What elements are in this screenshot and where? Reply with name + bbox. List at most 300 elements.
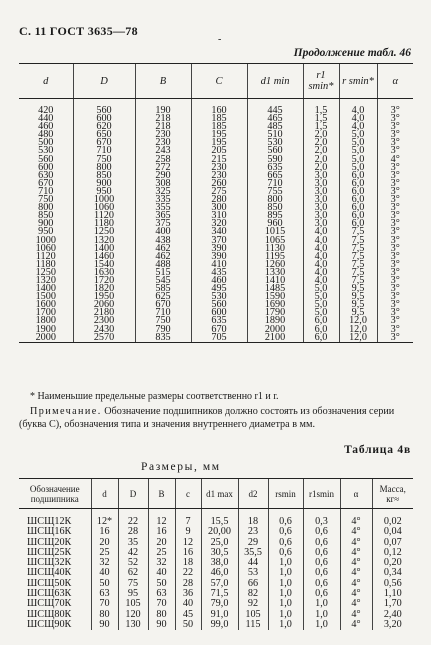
table1-cell: 560 [247, 147, 303, 155]
table1-cell: 195 [191, 139, 247, 147]
table1-cell: 260 [191, 180, 247, 188]
table1-cell: 635 [247, 164, 303, 172]
table2-cell: 115 [238, 620, 268, 630]
table1-cell: 3° [377, 245, 413, 253]
table1-cell: 5,0 [339, 131, 377, 139]
table1-cell: 6,0 [303, 317, 339, 325]
note-paragraph [19, 405, 413, 431]
table1-cell: 2,0 [303, 131, 339, 139]
table1-cell: 2000 [247, 326, 303, 334]
table1-cell: 7,5 [339, 245, 377, 253]
table1-col-header: C [191, 64, 247, 99]
table1-cell: 3,0 [303, 196, 339, 204]
table1-cell: 1950 [73, 293, 135, 301]
footnote: * Наименьшие предельные размеры соответственно r1 и r. [30, 391, 279, 402]
table2-cell: 0,04 [372, 527, 413, 537]
table1-cell: 670 [191, 326, 247, 334]
table2-cell: 0,6 [268, 548, 303, 558]
table2-cell: 4° [340, 517, 372, 527]
table1-cell: 390 [191, 253, 247, 261]
table1-cell: 1000 [73, 196, 135, 204]
table2-cell: 29 [238, 538, 268, 548]
table1-col-header: r smin* [339, 64, 377, 99]
table2-cell: ШСЩ80К [27, 608, 72, 620]
table1-cell: 230 [191, 164, 247, 172]
table2-col-header: rsmin [268, 479, 303, 509]
table2-cell: ШСЩ50К [27, 577, 72, 589]
table1-cell: 300 [191, 204, 247, 212]
table1-cell: 1065 [247, 237, 303, 245]
table1-cell: 205 [191, 147, 247, 155]
table2-cell: 2,40 [372, 610, 413, 620]
table1-cell: 1485 [247, 285, 303, 293]
table2-cell: 0,6 [303, 548, 340, 558]
table1-cell: 835 [135, 334, 191, 343]
table2-cell: 30,5 [201, 548, 238, 558]
table1-cell: 2,0 [303, 147, 339, 155]
table1-cell: 710 [38, 185, 54, 197]
table1-cell: 6,0 [339, 172, 377, 180]
table2-cell: 95 [118, 589, 148, 599]
table1-cell: 3° [377, 188, 413, 196]
table1-cell: 3° [377, 115, 413, 123]
table1-cell: 12,0 [339, 334, 377, 343]
table2-cell: 1,0 [268, 568, 303, 578]
table2-cell: 4° [340, 527, 372, 537]
table1-cell: 1060 [73, 204, 135, 212]
table2-cell: 53 [238, 568, 268, 578]
table1-cell: 1400 [73, 245, 135, 253]
table1-cell: 590 [247, 156, 303, 164]
table1-cell: 560 [73, 107, 135, 115]
table1-cell: 272 [135, 164, 191, 172]
bearing-dimensions-table [19, 63, 413, 343]
table1-cell: 185 [191, 123, 247, 131]
table2-cell: 4° [340, 599, 372, 609]
note-text: Обозначение подшипников должно состоять из обозначения серии (буква С), обозначения типа и значения внутреннего диаметра в мм. [19, 406, 395, 430]
table1-cell: 9,5 [339, 309, 377, 317]
table1-cell: 1410 [247, 277, 303, 285]
table1-cell: 7,5 [339, 253, 377, 261]
table1-cell: 375 [135, 220, 191, 228]
table1-col-header: d [19, 64, 73, 99]
table1-cell: 5,0 [339, 156, 377, 164]
table2-cell: 0,6 [303, 527, 340, 537]
table2-cell: 52 [118, 558, 148, 568]
table2-cell: ШСЩ25К [27, 546, 72, 558]
table2-cell: 32 [148, 558, 175, 568]
table1-cell: 3° [377, 317, 413, 325]
table1-cell: 6,0 [339, 204, 377, 212]
table1-cell: 600 [191, 309, 247, 317]
table1-cell: 6,0 [339, 196, 377, 204]
table2-cell: 1,0 [303, 610, 340, 620]
table2-cell: 15,5 [201, 517, 238, 527]
table1-cell: 1540 [73, 261, 135, 269]
table1-cell: 635 [191, 317, 247, 325]
table2-cell: 28 [118, 527, 148, 537]
table1-cell: 960 [247, 220, 303, 228]
table1-cell: 435 [191, 269, 247, 277]
table1-cell: 1320 [35, 274, 56, 286]
table1-cell: 800 [73, 164, 135, 172]
table1-cell: 2300 [73, 317, 135, 325]
table1-cell: 290 [135, 172, 191, 180]
table2-cell: 1,0 [303, 620, 340, 630]
table2-cell: 105 [118, 599, 148, 609]
table1-cell: 4,0 [339, 115, 377, 123]
table2-cell: 40 [175, 599, 201, 609]
table1-cell: 3,0 [303, 188, 339, 196]
table2-cell: 70 [91, 599, 118, 609]
table2-cell: ШСЩ32К [27, 557, 72, 569]
table2-cell: 0,34 [372, 568, 413, 578]
table1-cell: 355 [135, 204, 191, 212]
table1-cell: 3° [377, 301, 413, 309]
table2-cell: 12* [91, 517, 118, 527]
table1-cell: 670 [73, 139, 135, 147]
table2-cell: 82 [238, 589, 268, 599]
table1-cell: 3° [377, 334, 413, 343]
table1-cell: 1060 [35, 242, 56, 254]
table1-cell: 275 [191, 188, 247, 196]
table1-cell: 2570 [73, 334, 135, 343]
table2-header-row [19, 479, 413, 509]
table1-cell: 510 [247, 131, 303, 139]
table2-cell: 4° [340, 538, 372, 548]
table2-cell: ШСЩ20К [27, 536, 72, 548]
table1-cell: 1500 [35, 291, 56, 303]
table1-cell: 3° [377, 261, 413, 269]
table1-cell: 1250 [35, 266, 56, 278]
table2-cell: 9 [175, 527, 201, 537]
table2-cell: 36 [175, 589, 201, 599]
table1-cell: 6,0 [339, 180, 377, 188]
table1-cell: 850 [38, 210, 54, 222]
table2-cell: 23 [238, 527, 268, 537]
table1-cell: 1630 [73, 269, 135, 277]
table1-cell: 243 [135, 147, 191, 155]
table1-cell: 900 [73, 180, 135, 188]
table2-cell: 0,6 [268, 538, 303, 548]
table1-cell: 7,5 [339, 228, 377, 236]
table1-cell: 485 [247, 123, 303, 131]
table1-cell: 495 [191, 285, 247, 293]
table1-cell: 620 [73, 123, 135, 131]
table1-cell: 630 [38, 169, 54, 181]
table1-cell: 1195 [247, 253, 303, 261]
table2-cell: 0,56 [372, 579, 413, 589]
table1-cell: 560 [38, 153, 54, 165]
table1-cell: 5,0 [303, 293, 339, 301]
table2-cell: 0,02 [372, 517, 413, 527]
table1-cell: 665 [247, 172, 303, 180]
table1-cell: 3° [377, 253, 413, 261]
table2-cell: 105 [238, 610, 268, 620]
table1-cell: 560 [191, 301, 247, 309]
table2-cell: 75 [118, 579, 148, 589]
table1-cell: 195 [191, 131, 247, 139]
table1-cell: 4,0 [303, 261, 339, 269]
table2-col-header: d [91, 479, 118, 509]
table1-cell: 1720 [73, 277, 135, 285]
table2-cell: 0,6 [303, 579, 340, 589]
table1-cell: 7,5 [339, 237, 377, 245]
table2-cell: 4° [340, 568, 372, 578]
table2-cell: 4° [340, 558, 372, 568]
table2-cell: 0,12 [372, 548, 413, 558]
table1-col-header: D [73, 64, 135, 99]
table1-cell: 4,0 [303, 228, 339, 236]
table2-cell: 1,0 [268, 610, 303, 620]
table-row [19, 620, 413, 630]
table1-cell: 1,5 [303, 123, 339, 131]
table1-cell: 325 [135, 188, 191, 196]
table1-cell: 7,5 [339, 261, 377, 269]
table1-cell: 750 [38, 194, 54, 206]
table2-cell: 38,0 [201, 558, 238, 568]
table2-cell: 18 [175, 558, 201, 568]
table2-cell: 16 [175, 548, 201, 558]
table1-col-header: B [135, 64, 191, 99]
table2-cell: 1,10 [372, 589, 413, 599]
table1-cell: 6,0 [303, 326, 339, 334]
table2-cell: 25 [148, 548, 175, 558]
table1-cell: 3° [377, 131, 413, 139]
table2-cell: 20,00 [201, 527, 238, 537]
table1-cell: 950 [73, 188, 135, 196]
table2-cell: 40 [148, 568, 175, 578]
table2-cell: 92 [238, 599, 268, 609]
table2-cell: 12 [175, 538, 201, 548]
table1-cell: 2000 [19, 334, 73, 343]
table2-cell: 0,20 [372, 558, 413, 568]
table1-cell: 1460 [73, 253, 135, 261]
note-label: Примечание. [30, 406, 102, 417]
page-header: С. 11 ГОСТ 3635—78 [19, 24, 138, 38]
table1-cell: 1690 [247, 301, 303, 309]
table1-cell: 1700 [35, 307, 56, 319]
table2-cell: ШСЩ63К [27, 588, 72, 600]
table1-cell: 230 [135, 139, 191, 147]
table1-cell: 895 [247, 212, 303, 220]
table1-cell: 2100 [247, 334, 303, 343]
table2-cell: 80 [148, 610, 175, 620]
table1-cell: 3,0 [303, 212, 339, 220]
table2-cell: 20 [91, 538, 118, 548]
table2-cell: 1,0 [268, 620, 303, 630]
table1-cell: 1120 [35, 250, 56, 262]
table2-cell: 45 [175, 610, 201, 620]
table1-cell: 3,0 [303, 180, 339, 188]
table1-cell: 530 [38, 145, 54, 157]
table1-cell: 438 [135, 237, 191, 245]
table1-cell: 5,0 [303, 309, 339, 317]
table1-cell: 625 [135, 293, 191, 301]
table2-col-header: Масса, кг≈ [372, 479, 413, 509]
table1-cell: 3° [377, 309, 413, 317]
table1-cell: 320 [191, 220, 247, 228]
table2-cell: 91,0 [201, 610, 238, 620]
table1-cell: 790 [135, 326, 191, 334]
table2-cell: 62 [118, 568, 148, 578]
table2-cell: 1,0 [268, 599, 303, 609]
table2-cell: 0,6 [268, 527, 303, 537]
table1-cell: 7,5 [339, 277, 377, 285]
table1-col-header: α [377, 64, 413, 99]
table1-cell: 650 [73, 131, 135, 139]
table1-cell: 365 [135, 212, 191, 220]
table2-col-header: Обозначение подшипника [19, 479, 91, 509]
table2-cell: 1,70 [372, 599, 413, 609]
table1-cell: 705 [191, 334, 247, 343]
table1-cell: 585 [135, 285, 191, 293]
table-row [19, 334, 413, 343]
table1-cell: 2060 [73, 301, 135, 309]
table1-cell: 1800 [35, 315, 56, 327]
table1-cell: 1015 [247, 228, 303, 236]
table2-cell: 130 [118, 620, 148, 630]
table1-cell: 3° [377, 220, 413, 228]
table1-cell: 2,0 [303, 164, 339, 172]
table2-cell: 1,0 [268, 589, 303, 599]
table2-cell: 35 [118, 538, 148, 548]
table1-cell: 310 [191, 212, 247, 220]
table1-cell: 1,5 [303, 115, 339, 123]
table1-cell: 1330 [247, 269, 303, 277]
table2-cell: 44 [238, 558, 268, 568]
table2-cell: 20 [148, 538, 175, 548]
table2-col-header: d2 [238, 479, 268, 509]
table1-cell: 410 [191, 261, 247, 269]
table1-cell: 1180 [73, 220, 135, 228]
table1-cell: 440 [38, 113, 54, 125]
table1-cell: 6,0 [339, 188, 377, 196]
table1-cell: 420 [38, 105, 54, 116]
table1-cell: 3° [377, 180, 413, 188]
table1-cell: 3° [377, 196, 413, 204]
table1-cell: 4,0 [303, 253, 339, 261]
table1-cell: 6,0 [339, 220, 377, 228]
table2-cell: 79,0 [201, 599, 238, 609]
table2-cell: 0,07 [372, 538, 413, 548]
table1-cell: 218 [135, 123, 191, 131]
table1-cell: 1180 [35, 258, 56, 270]
table1-cell: 1130 [247, 245, 303, 253]
table1-cell: 160 [191, 107, 247, 115]
table1-cell: 1400 [35, 283, 56, 295]
table1-cell: 755 [247, 188, 303, 196]
table2-cell: 4° [340, 548, 372, 558]
table1-cell: 900 [38, 218, 54, 230]
table2-cell: 66 [238, 579, 268, 589]
table2-cell: 70 [148, 599, 175, 609]
table1-cell: 308 [135, 180, 191, 188]
table1-cell: 218 [135, 115, 191, 123]
table2-cell: 28 [175, 579, 201, 589]
table1-cell: 3° [377, 293, 413, 301]
table2-cell: 1,0 [303, 599, 340, 609]
table2-cell: 120 [118, 610, 148, 620]
table1-cell: 370 [191, 237, 247, 245]
table1-cell: 710 [73, 147, 135, 155]
table1-cell: 1790 [247, 309, 303, 317]
table2-cell: 63 [91, 589, 118, 599]
table1-cell: 460 [191, 277, 247, 285]
table1-cell: 1320 [73, 237, 135, 245]
table1-cell: 1900 [35, 323, 56, 335]
table1-cell: 1590 [247, 293, 303, 301]
table1-cell: 6,0 [339, 212, 377, 220]
table1-cell: 340 [191, 228, 247, 236]
table1-cell: 5,0 [339, 147, 377, 155]
table1-cell: 190 [135, 107, 191, 115]
table1-cell: 462 [135, 253, 191, 261]
table2-cell: 25,0 [201, 538, 238, 548]
table1-cell: 335 [135, 196, 191, 204]
table1-cell: 2180 [73, 309, 135, 317]
table2-cell: 50 [148, 579, 175, 589]
table2-col-header: α [340, 479, 372, 509]
table1-cell: 670 [135, 301, 191, 309]
table2-cell: 46,0 [201, 568, 238, 578]
table1-cell: 1000 [35, 234, 56, 246]
table1-cell: 1250 [73, 228, 135, 236]
table1-cell: 515 [135, 269, 191, 277]
table1-cell: 488 [135, 261, 191, 269]
table2-cell: 3,20 [372, 620, 413, 630]
table1-cell: 3° [377, 228, 413, 236]
table1-cell: 460 [38, 121, 54, 133]
table1-cell: 3° [377, 326, 413, 334]
table1-cell: 3° [377, 139, 413, 147]
table1-cell: 750 [135, 317, 191, 325]
table1-cell: 3,0 [303, 220, 339, 228]
table2-cell: 22 [118, 517, 148, 527]
table1-cell: 530 [247, 139, 303, 147]
table2-cell: 0,6 [303, 589, 340, 599]
bearing-designation-table [19, 478, 413, 630]
table1-cell: 445 [247, 107, 303, 115]
table1-cell: 600 [38, 161, 54, 173]
table1-cell: 400 [135, 228, 191, 236]
table1-cell: 3,0 [303, 204, 339, 212]
table1-cell: 4° [377, 156, 413, 164]
table1-cell: 9,5 [339, 301, 377, 309]
table1-cell: 1600 [35, 299, 56, 311]
table2-caption: Таблица 4в [344, 444, 411, 456]
table1-cell: 710 [247, 180, 303, 188]
table1-cell: 3° [377, 107, 413, 115]
table1-cell: 950 [38, 226, 54, 238]
table2-col-header: B [148, 479, 175, 509]
table1-cell: 800 [38, 202, 54, 214]
table1-cell: 4,0 [339, 107, 377, 115]
table1-cell: 465 [247, 115, 303, 123]
table1-cell: 5,0 [303, 301, 339, 309]
table1-cell: 215 [191, 156, 247, 164]
table2-cell: 71,5 [201, 589, 238, 599]
table2-cell: 25 [91, 548, 118, 558]
table1-cell: 185 [191, 115, 247, 123]
table1-cell: 258 [135, 156, 191, 164]
table2-cell: 7 [175, 517, 201, 527]
table1-cell: 6,0 [303, 334, 339, 343]
table2-cell: 18 [238, 517, 268, 527]
table1-cell: 1,5 [303, 107, 339, 115]
table1-cell: 2,0 [303, 156, 339, 164]
table2-cell: 50 [91, 579, 118, 589]
